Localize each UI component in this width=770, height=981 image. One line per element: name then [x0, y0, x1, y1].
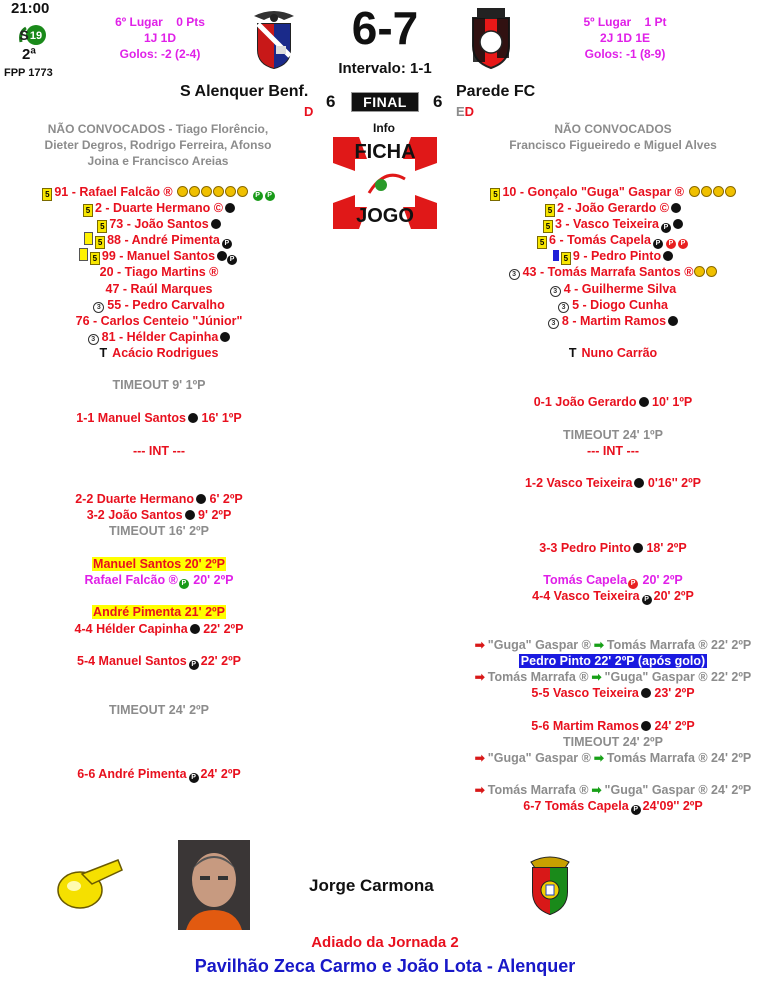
- sub-out-arrow-icon: ➡: [474, 751, 485, 765]
- card-event[interactable]: André Pimenta 21' 2ºP: [93, 605, 225, 619]
- p-ball-icon: P: [227, 255, 237, 265]
- goal-event[interactable]: 6-7 Tomás Capela P 24'09'' 2ºP: [523, 799, 703, 813]
- goal-event[interactable]: 1-1 Manuel Santos 16' 1ºP: [76, 411, 242, 425]
- p-ball-icon: P: [189, 660, 199, 670]
- away-place: 5º Lugar: [583, 15, 632, 29]
- goal-event[interactable]: 3-2 João Santos 9' 2ºP: [86, 508, 232, 522]
- yellow-ball-icon: [225, 186, 236, 197]
- ball-icon: [220, 332, 230, 342]
- goal-event[interactable]: 4-4 Hélder Capinha 22' 2ºP: [74, 622, 244, 636]
- yellow-five-badge-icon: 5: [42, 188, 52, 201]
- ball-icon: [211, 219, 221, 229]
- goal-event[interactable]: 5-4 Manuel Santos P 22' 2ºP: [77, 654, 241, 668]
- player-row[interactable]: 3 5 - Diogo Cunha: [458, 297, 768, 313]
- final-label: FINAL: [351, 92, 419, 112]
- ficha-label: FICHA: [354, 141, 416, 163]
- substitution-event[interactable]: ➡ "Guga" Gaspar ® ➡ Tomás Marrafa ® 24' 2ºP: [474, 751, 752, 765]
- home-standing: [90, 14, 230, 62]
- away-not-called: Francisco Figueiredo e Miguel Alves: [509, 138, 717, 152]
- player-row[interactable]: 5 88 - André Pimenta P: [0, 232, 318, 249]
- season-badge: [17, 22, 47, 48]
- ball-icon: [673, 219, 683, 229]
- green-p-icon: P: [179, 579, 189, 589]
- player-row[interactable]: 76 - Carlos Centeio "Júnior": [75, 314, 243, 328]
- player-row[interactable]: 20 - Tiago Martins ®: [99, 265, 219, 279]
- p-ball-icon: P: [642, 595, 652, 605]
- red-p-icon: P: [628, 579, 638, 589]
- away-crest-icon[interactable]: [467, 6, 515, 70]
- substitution-event[interactable]: ➡ Tomás Marrafa ® ➡ "Guga" Gaspar ® 24' 2ºP: [474, 783, 752, 797]
- postponed-note: Adiado da Jornada 2: [311, 934, 459, 951]
- ball-icon: [639, 397, 649, 407]
- yellow-p-icon: [694, 266, 705, 277]
- interval-marker: --- INT ---: [586, 444, 640, 458]
- away-team-name[interactable]: Parede FC: [456, 83, 536, 100]
- svg-text:S: S: [19, 27, 29, 43]
- ball-icon: [634, 478, 644, 488]
- timeout-event: TIMEOUT 24' 2ºP: [109, 703, 209, 717]
- referee-name: Jorge Carmona: [309, 876, 434, 895]
- away-pts: 1 Pt: [644, 15, 667, 29]
- ball-icon: [671, 203, 681, 213]
- player-row[interactable]: 5 73 - João Santos: [0, 216, 318, 233]
- player-row[interactable]: 3 43 - Tomás Marrafa Santos ®: [458, 264, 768, 280]
- yellow-five-badge-icon: 5: [537, 236, 547, 249]
- player-row[interactable]: 47 - Raúl Marques: [105, 282, 213, 296]
- ball-icon: [196, 494, 206, 504]
- info-link[interactable]: Info: [373, 121, 395, 135]
- card-event[interactable]: Manuel Santos 20' 2ºP: [93, 557, 225, 571]
- fpp-code: FPP 1773: [4, 67, 53, 79]
- coach-row[interactable]: T Acácio Rodrigues: [99, 346, 219, 360]
- player-row[interactable]: 5 2 - João Gerardo ©: [458, 200, 768, 217]
- whistle-icon: [52, 856, 124, 914]
- yellow-ball-icon: [689, 186, 700, 197]
- p-ball-icon: P: [222, 239, 232, 249]
- coach-row[interactable]: T Nuno Carrão: [568, 346, 658, 360]
- p-ball-icon: P: [661, 223, 671, 233]
- home-score: 6: [326, 92, 336, 111]
- coach-icon: T: [99, 346, 108, 360]
- ball-icon: [641, 721, 651, 731]
- away-goals: Golos: -1 (8-9): [584, 47, 666, 61]
- card-event[interactable]: Tomás Capela P 20' 2ºP: [543, 573, 683, 587]
- goal-event[interactable]: 1-2 Vasco Teixeira 0'16'' 2ºP: [524, 476, 702, 490]
- ball-icon: [225, 203, 235, 213]
- home-pts: 0 Pts: [176, 15, 205, 29]
- yellow-ball-icon: [725, 186, 736, 197]
- player-row[interactable]: 5 91 - Rafael Falcão ® P P: [0, 184, 318, 201]
- yellow-ball-icon: [177, 186, 188, 197]
- green-p-icon: P: [253, 191, 263, 201]
- ring-number-icon: 3: [509, 269, 520, 280]
- goal-event[interactable]: 0-1 João Gerardo 10' 1ºP: [533, 395, 693, 409]
- halftime-score: Intervalo: 1-1: [338, 60, 432, 77]
- away-score: 6: [433, 92, 443, 111]
- yellow-five-badge-icon: 5: [561, 252, 571, 265]
- yellow-five-badge-icon: 5: [97, 220, 107, 233]
- yellow-p-icon: [706, 266, 717, 277]
- timeout-event: TIMEOUT 24' 1ºP: [563, 428, 663, 442]
- jogo-label: JOGO: [356, 205, 414, 227]
- green-p-icon: P: [265, 191, 275, 201]
- away-standing: [555, 14, 695, 62]
- sub-out-arrow-icon: ➡: [474, 670, 485, 684]
- division-label: 2ª: [22, 46, 36, 63]
- sub-in-arrow-icon: ➡: [593, 751, 604, 765]
- blue-card-icon: [553, 250, 559, 261]
- venue: Pavilhão Zeca Carmo e João Lota - Alenquer: [194, 956, 576, 976]
- ring-number-icon: 3: [93, 302, 104, 313]
- yellow-five-badge-icon: 5: [545, 204, 555, 217]
- coach-icon: T: [568, 346, 577, 360]
- ring-number-icon: 3: [558, 302, 569, 313]
- goal-event[interactable]: 3-3 Pedro Pinto 18' 2ºP: [539, 541, 687, 555]
- card-icon: [84, 232, 93, 245]
- yellow-ball-icon: [189, 186, 200, 197]
- red-p-icon: P: [678, 239, 688, 249]
- sub-out-arrow-icon: ➡: [474, 783, 485, 797]
- ball-icon: [633, 543, 643, 553]
- sub-in-arrow-icon: ➡: [591, 783, 602, 797]
- ball-icon: [188, 413, 198, 423]
- p-ball-icon: P: [189, 773, 199, 783]
- home-crest-icon[interactable]: [250, 6, 298, 70]
- goal-event[interactable]: 5-5 Vasco Teixeira 23' 2ºP: [531, 686, 695, 700]
- yellow-five-badge-icon: 5: [490, 188, 500, 201]
- card-event[interactable]: Rafael Falcão ® P 20' 2ºP: [84, 573, 234, 587]
- interval-marker: --- INT ---: [132, 444, 186, 458]
- ball-icon: [185, 510, 195, 520]
- player-row[interactable]: 5 10 - Gonçalo "Guga" Gaspar ®: [458, 184, 768, 201]
- ring-number-icon: 3: [548, 318, 559, 329]
- ball-icon: [641, 688, 651, 698]
- match-time: 21:00: [11, 0, 50, 17]
- association-crest-icon: [525, 852, 575, 916]
- ball-icon: [668, 316, 678, 326]
- card-icon: [79, 248, 88, 261]
- substitution-event[interactable]: ➡ "Guga" Gaspar ® ➡ Tomás Marrafa ® 22' 2ºP: [474, 638, 752, 652]
- home-goals: Golos: -2 (2-4): [119, 47, 201, 61]
- away-form: ED: [456, 104, 475, 119]
- final-score: 6-7: [351, 2, 419, 54]
- yellow-five-badge-icon: 5: [95, 236, 105, 249]
- yellow-ball-icon: [237, 186, 248, 197]
- sub-in-arrow-icon: ➡: [591, 670, 602, 684]
- svg-text:19: 19: [29, 30, 43, 42]
- home-record: 1J 1D: [143, 31, 177, 45]
- yellow-ball-icon: [701, 186, 712, 197]
- player-row[interactable]: 3 8 - Martim Ramos: [458, 313, 768, 329]
- yellow-ball-icon: [213, 186, 224, 197]
- player-row[interactable]: 5 6 - Tomás Capela P P P: [458, 232, 768, 249]
- home-form: D: [304, 104, 314, 119]
- player-row[interactable]: 5 99 - Manuel Santos P: [0, 248, 318, 265]
- away-not-called-title: NÃO CONVOCADOS: [554, 122, 672, 136]
- card-event[interactable]: Pedro Pinto 22' 2ºP (após golo): [520, 654, 706, 668]
- player-row[interactable]: 5 3 - Vasco Teixeira P: [458, 216, 768, 233]
- red-p-icon: P: [666, 239, 676, 249]
- p-ball-icon: P: [631, 805, 641, 815]
- timeout-event: TIMEOUT 9' 1ºP: [112, 378, 206, 392]
- ring-number-icon: 3: [550, 286, 561, 297]
- ball-icon: [190, 624, 200, 634]
- goal-event[interactable]: 6-6 André Pimenta P 24' 2ºP: [77, 767, 241, 781]
- yellow-five-badge-icon: 5: [83, 204, 93, 217]
- player-row[interactable]: 3 81 - Hélder Capinha: [0, 329, 318, 345]
- sub-out-arrow-icon: ➡: [474, 638, 485, 652]
- player-row[interactable]: 5 9 - Pedro Pinto: [458, 248, 768, 265]
- home-place: 6º Lugar: [115, 15, 163, 29]
- timeout-event: TIMEOUT 24' 2ºP: [563, 735, 663, 749]
- p-ball-icon: P: [653, 239, 663, 249]
- home-team-name[interactable]: S Alenquer Benf.: [180, 83, 309, 100]
- player-row[interactable]: 3 4 - Guilherme Silva: [458, 281, 768, 297]
- ball-icon: [217, 251, 227, 261]
- substitution-event[interactable]: ➡ Tomás Marrafa ® ➡ "Guga" Gaspar ® 22' 2ºP: [474, 670, 752, 684]
- goal-event[interactable]: 5-6 Martim Ramos 24' 2ºP: [531, 719, 695, 733]
- ficha-jogo-button[interactable]: [333, 137, 437, 229]
- yellow-ball-icon: [713, 186, 724, 197]
- goal-event[interactable]: 4-4 Vasco Teixeira P 20' 2ºP: [532, 589, 694, 603]
- away-record: 2J 1D 1E: [599, 31, 651, 45]
- goal-event[interactable]: 2-2 Duarte Hermano 6' 2ºP: [75, 492, 243, 506]
- home-not-called: NÃO CONVOCADOS - Tiago Florêncio, Dieter Degros, Rodrigo Ferreira, Afonso Joina e Francisco Areias: [44, 122, 272, 168]
- sub-in-arrow-icon: ➡: [593, 638, 604, 652]
- yellow-ball-icon: [201, 186, 212, 197]
- referee-photo[interactable]: [178, 840, 250, 930]
- player-row[interactable]: 5 2 - Duarte Hermano ©: [0, 200, 318, 217]
- timeout-event: TIMEOUT 16' 2ºP: [109, 524, 209, 538]
- ring-number-icon: 3: [88, 334, 99, 345]
- ball-icon: [663, 251, 673, 261]
- yellow-five-badge-icon: 5: [543, 220, 553, 233]
- yellow-five-badge-icon: 5: [90, 252, 100, 265]
- player-row[interactable]: 3 55 - Pedro Carvalho: [0, 297, 318, 313]
